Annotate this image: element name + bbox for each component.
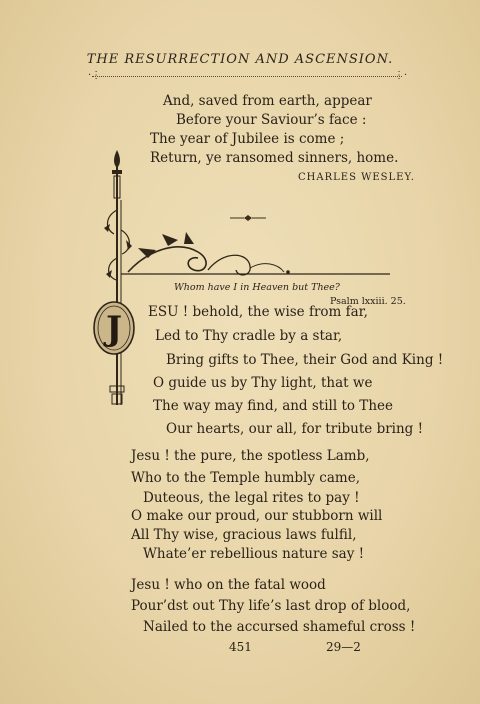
scroll-leaves — [138, 232, 194, 258]
rule-ornament-right: ⋮· — [394, 70, 408, 81]
ornamental-border — [88, 140, 398, 410]
verse-line: Bring gifts to Thee, their God and King ! — [166, 352, 444, 368]
verse-line: All Thy wise, gracious laws fulfil, — [131, 527, 357, 543]
scroll-tail — [250, 264, 284, 272]
verse-line: The way may find, and still to Thee — [153, 398, 393, 414]
pillar-vine — [108, 210, 130, 280]
finial-base — [112, 170, 122, 174]
verse-line: ESU ! behold, the wise from far, — [148, 304, 368, 320]
verse-line: Duteous, the legal rites to pay ! — [143, 490, 360, 506]
verse-line: O guide us by Thy light, that we — [153, 375, 373, 391]
page-number: 451 — [229, 640, 252, 654]
verse-line: Jesu ! the pure, the spotless Lamb, — [131, 448, 370, 464]
verse-line: Who to the Temple humbly came, — [131, 470, 360, 486]
scroll-dot — [286, 270, 290, 274]
scripture-citation: Psalm lxxiii. 25. — [330, 296, 406, 307]
verse-line: Nailed to the accursed shameful cross ! — [143, 619, 416, 635]
verse-line: Before your Saviour’s face : — [176, 112, 367, 128]
drop-cap-letter: J — [105, 309, 123, 349]
running-header: THE RESURRECTION AND ASCENSION. — [86, 52, 394, 67]
verse-line: Jesu ! who on the fatal wood — [131, 577, 326, 593]
scroll-2 — [208, 255, 250, 275]
scroll-1 — [128, 247, 206, 272]
rule-ornament-left: ·⋮ — [88, 70, 102, 81]
epigraph: Whom have I in Heaven but Thee? — [174, 282, 340, 293]
verse-line: And, saved from earth, appear — [163, 93, 372, 109]
signature-mark: 29—2 — [326, 640, 361, 654]
divider-diamond — [244, 215, 252, 221]
verse-line: Whate’er rebellious nature say ! — [143, 546, 365, 562]
verse-line: Led to Thy cradle by a star, — [155, 328, 343, 344]
header-rule — [92, 76, 402, 77]
verse-line: Return, ye ransomed sinners, home. — [150, 150, 399, 166]
finial — [114, 150, 120, 168]
verse-line: Pour’dst out Thy life’s last drop of blood, — [131, 598, 411, 614]
verse-line: Our hearts, our all, for tribute bring ! — [166, 421, 424, 437]
verse-line: O make our proud, our stubborn will — [131, 508, 383, 524]
verse-line: The year of Jubilee is come ; — [150, 131, 345, 147]
author-attribution: CHARLES WESLEY. — [298, 172, 415, 183]
